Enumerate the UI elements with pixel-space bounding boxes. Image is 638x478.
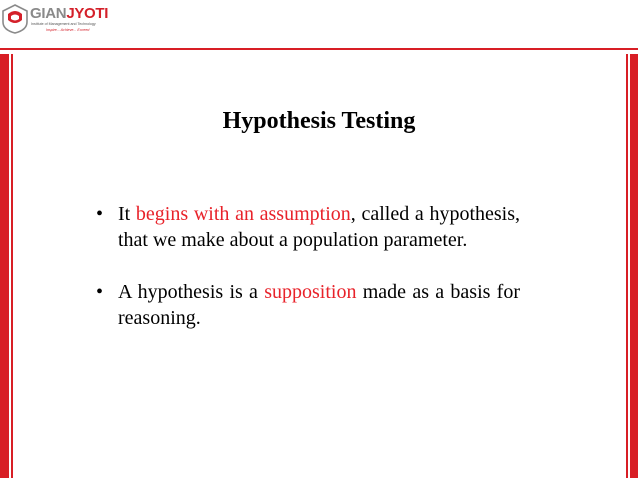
slide-title: Hypothesis Testing [222, 108, 416, 134]
bullet-dot-icon: • [96, 281, 104, 303]
top-divider [0, 48, 638, 50]
logo-subtitle: Institute of Management and Technology [31, 22, 96, 26]
bullet-item [96, 279, 520, 331]
bullet-list [96, 201, 520, 331]
bullet-item [96, 201, 520, 253]
bullet-text: made as a basis for reasoning. [118, 281, 520, 329]
bullet-text: It [118, 203, 136, 225]
logo-name [30, 5, 108, 22]
brand-logo [2, 2, 122, 42]
bullet-text: A hypothesis is a [118, 281, 265, 303]
logo-tagline: Inspire... Achieve... Exceed [46, 28, 90, 32]
logo-name-part2: JYOTI [66, 5, 109, 22]
logo-emblem-icon [2, 4, 28, 34]
logo-name-part1: GIAN [30, 5, 67, 22]
bullet-dot-icon: • [96, 203, 104, 225]
bullet-text: , called a hypothesis, that we make about a population parameter. [118, 203, 521, 251]
bullet-highlight: supposition [264, 281, 357, 303]
bullet-highlight: begins with an assumption [135, 203, 351, 225]
